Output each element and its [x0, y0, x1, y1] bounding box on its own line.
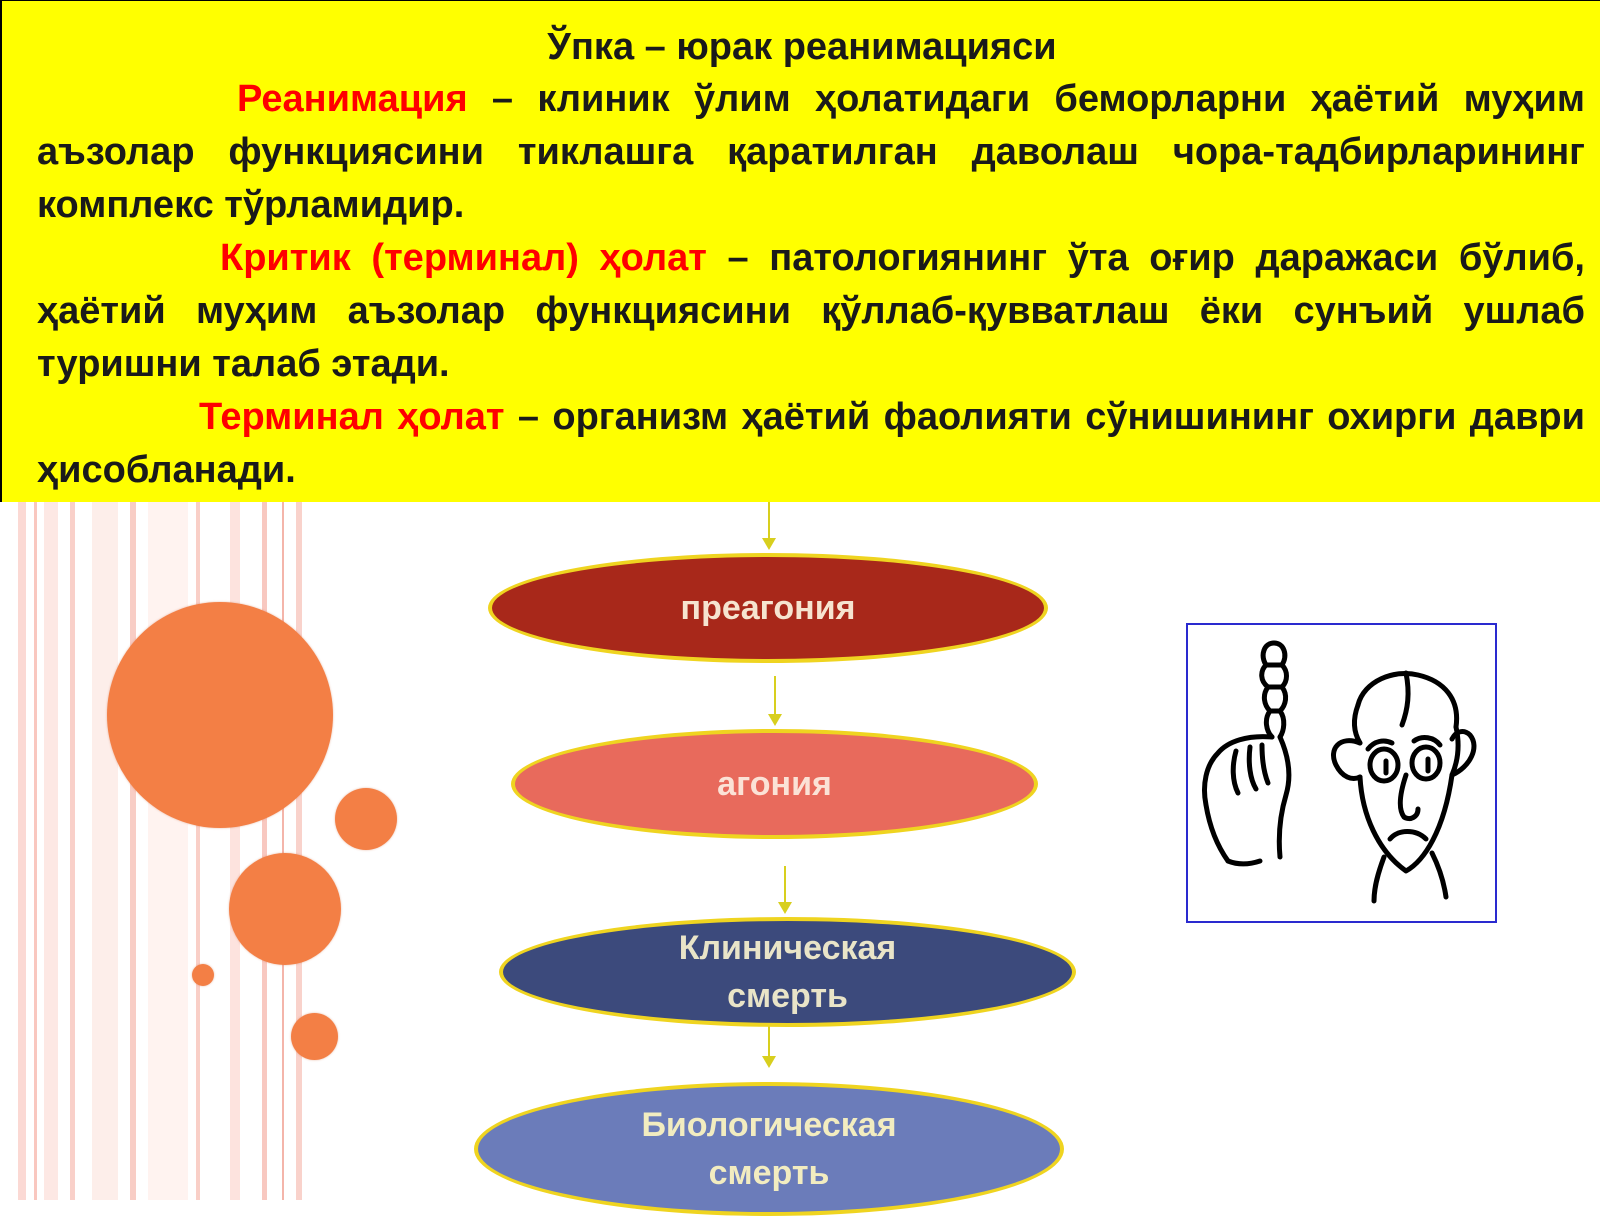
- flow-arrow: [768, 502, 770, 548]
- decor-circle-medium: [229, 853, 341, 965]
- stage-clinical-death: [499, 917, 1076, 1027]
- definition-terminal-state: [37, 391, 1585, 497]
- definitions-textbox: [0, 0, 1600, 502]
- stage-preagony: [488, 553, 1048, 663]
- definition-text: – клиник ўлим ҳолатидаги беморларни ҳаётий муҳим аъзолар функциясини тиклашга қаратилган даволаш чора-тадбирларининг комплекс тўрламидир.: [37, 78, 1585, 226]
- definition-reanimation: [37, 73, 1585, 232]
- illustration-frame: [1186, 623, 1497, 923]
- stage-label: агония: [717, 765, 832, 803]
- decor-circle-small: [192, 964, 214, 986]
- decor-circle-medium: [335, 788, 397, 850]
- stage-biological-death: [474, 1082, 1064, 1216]
- decor-circle-small: [291, 1013, 338, 1060]
- decor-circle-large: [107, 602, 333, 828]
- flow-arrow: [784, 866, 786, 912]
- stage-label: Биологическая смерть: [641, 1106, 897, 1192]
- flow-arrow: [768, 1024, 770, 1066]
- stage-agony: [511, 729, 1038, 839]
- slide-title: Ўпка – юрак реанимацияси: [547, 26, 1057, 68]
- definition-text: – организм ҳаётий фаолияти сўнишининг охирги даври ҳисобланади.: [37, 396, 1585, 491]
- definition-text: – патологиянинг ўта оғир даражаси бўлиб, ҳаётий муҳим аъзолар функциясини қўллаб-қувватлаш ёки сунъий ушлаб туришни талаб этади.: [37, 237, 1585, 385]
- finger-and-face-illustration: [1188, 625, 1495, 921]
- stage-label: Клиническая смерть: [678, 929, 897, 1015]
- definition-term: Критик (терминал) ҳолат: [220, 237, 707, 279]
- flow-arrow: [774, 676, 776, 724]
- definition-term: Терминал ҳолат: [199, 396, 505, 438]
- definition-term: Реанимация: [237, 78, 468, 120]
- stage-label: преагония: [680, 589, 856, 627]
- definition-critical-state: [37, 232, 1585, 391]
